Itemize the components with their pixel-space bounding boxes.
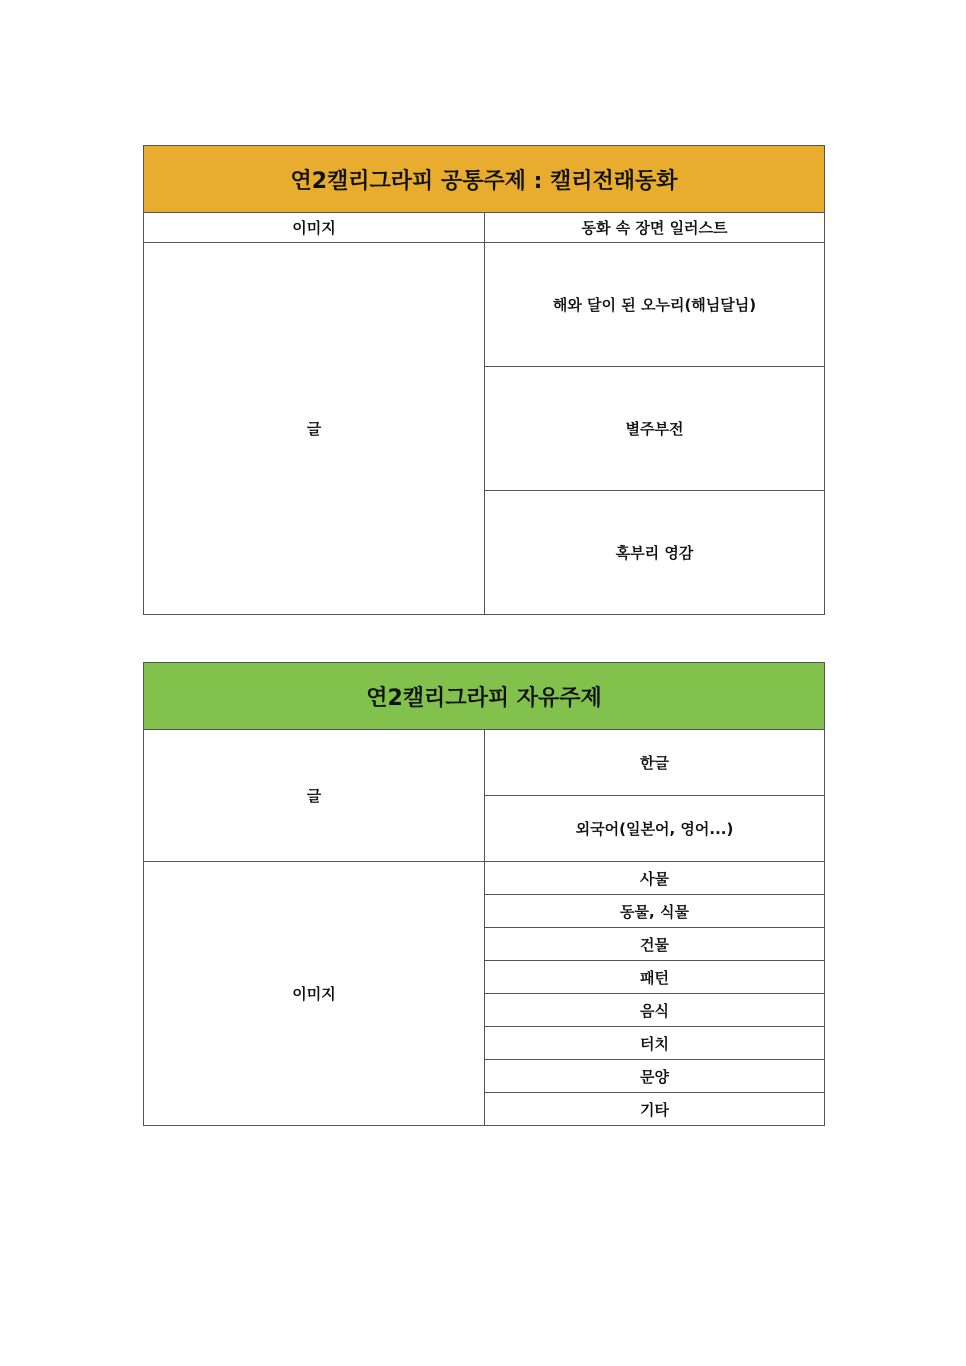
text-group-label: 글	[144, 730, 485, 862]
text-type-item: 외국어(일본어, 영어...)	[485, 796, 825, 862]
text-cell: 글	[144, 243, 485, 615]
image-group-label: 이미지	[144, 862, 485, 1126]
image-type-item: 사물	[485, 862, 825, 895]
common-theme-title: 연2캘리그라피 공통주제 : 캘리전래동화	[144, 146, 825, 213]
image-type-item: 패턴	[485, 961, 825, 994]
scene-item: 혹부리 영감	[485, 491, 825, 615]
column-header-scene: 동화 속 장면 일러스트	[485, 213, 825, 243]
scene-item: 해와 달이 된 오누리(해님달님)	[485, 243, 825, 367]
scene-item: 별주부전	[485, 367, 825, 491]
image-type-item: 기타	[485, 1093, 825, 1126]
image-type-item: 터치	[485, 1027, 825, 1060]
column-header-image: 이미지	[144, 213, 485, 243]
image-type-item: 건물	[485, 928, 825, 961]
free-theme-title: 연2캘리그라피 자유주제	[144, 663, 825, 730]
common-theme-table	[143, 145, 825, 615]
text-type-item: 한글	[485, 730, 825, 796]
image-type-item: 음식	[485, 994, 825, 1027]
image-type-item: 문양	[485, 1060, 825, 1093]
free-theme-table	[143, 662, 825, 1126]
image-type-item: 동물, 식물	[485, 895, 825, 928]
